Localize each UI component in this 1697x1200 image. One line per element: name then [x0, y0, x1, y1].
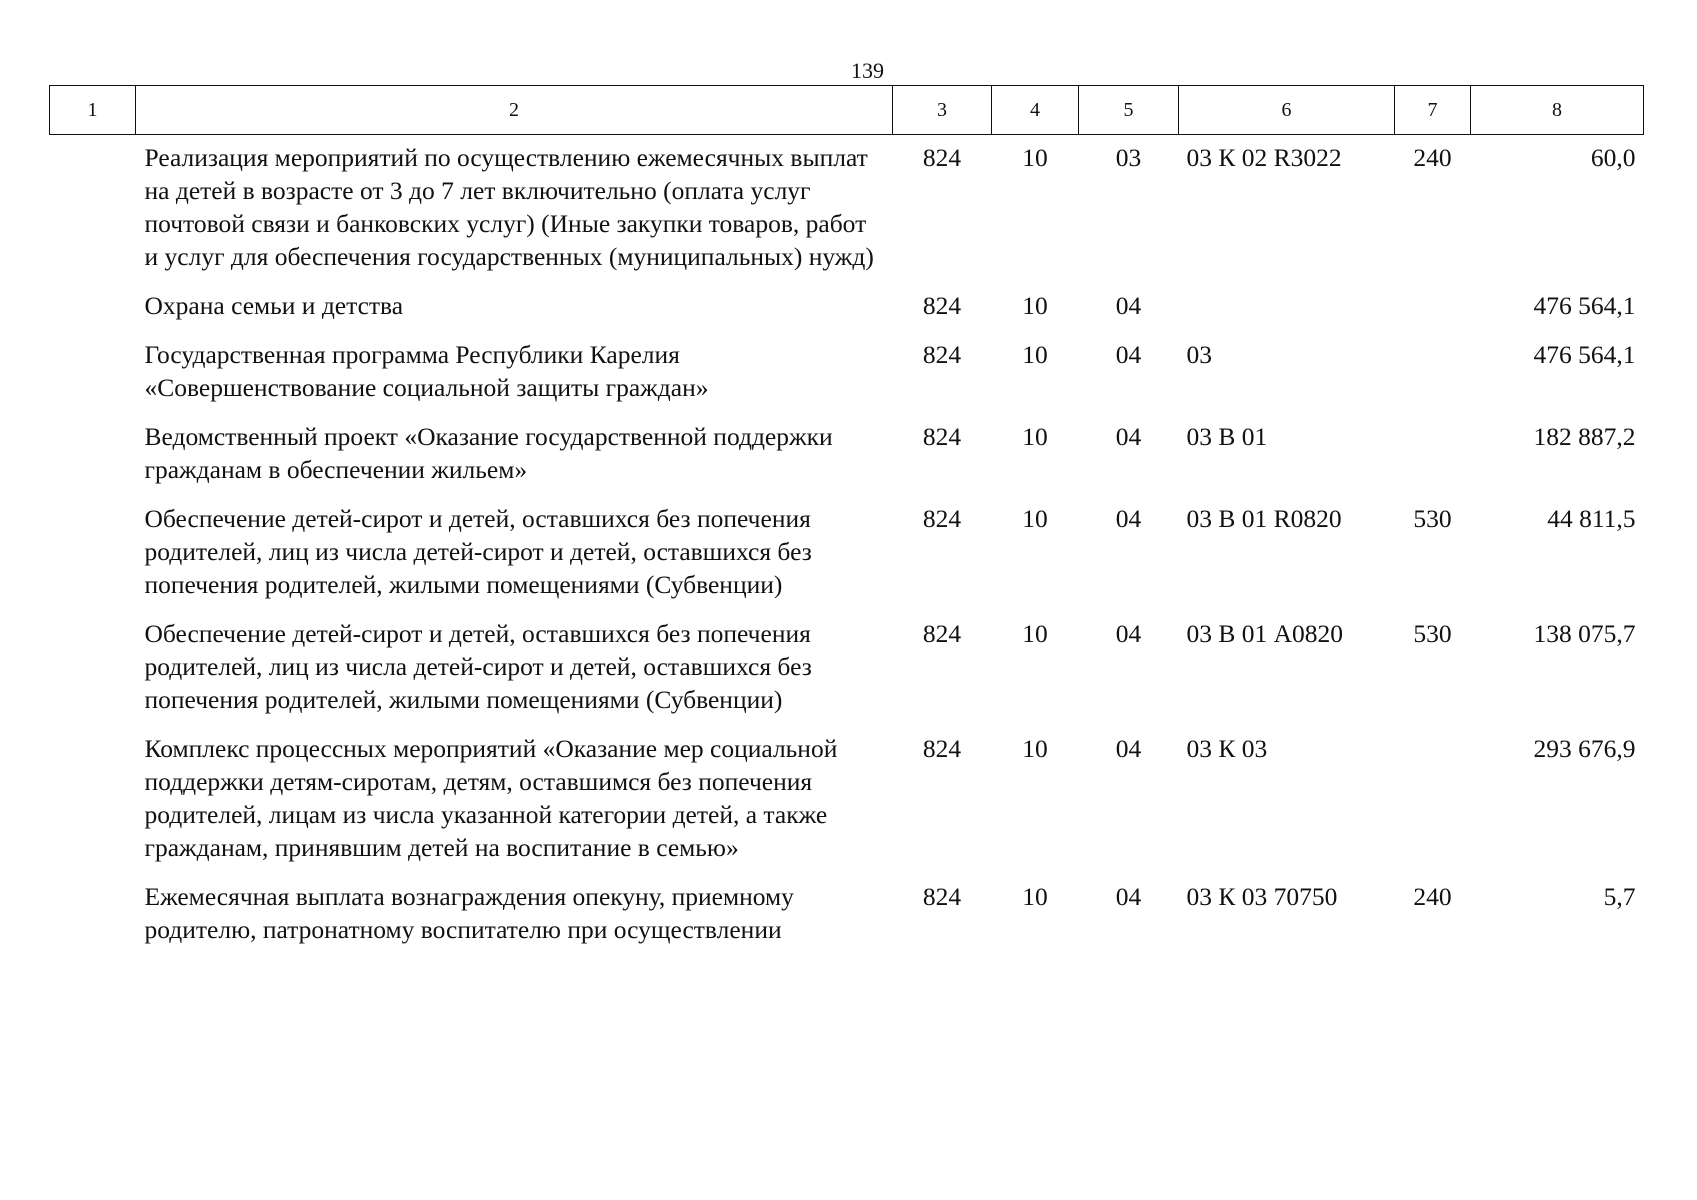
column-header: 2 [136, 86, 893, 135]
table-row [50, 135, 1644, 290]
expense-type-code [1395, 338, 1471, 420]
expense-type-code: 530 [1413, 504, 1452, 533]
expense-type-code [1395, 420, 1471, 502]
ministry-code: 824 [922, 422, 962, 451]
subsection-code: 04 [1115, 504, 1142, 533]
amount: 182 887,2 [1533, 422, 1636, 451]
ministry-code: 824 [922, 882, 962, 911]
row-number-cell [50, 289, 136, 338]
budget-table [49, 85, 1644, 962]
column-header: 8 [1471, 86, 1644, 135]
section-code: 10 [1022, 882, 1048, 911]
target-article-code: 03 В 01 [1186, 422, 1268, 451]
section-code: 10 [1022, 143, 1048, 172]
column-header: 1 [50, 86, 136, 135]
table-row [50, 502, 1644, 617]
subsection-code: 04 [1115, 882, 1142, 911]
target-article-code: 03 В 01 R0820 [1186, 504, 1342, 533]
table-row [50, 420, 1644, 502]
row-number-cell [50, 880, 136, 962]
target-article-code: 03 [1186, 340, 1212, 369]
table-row [50, 338, 1644, 420]
expense-type-code [1395, 289, 1471, 338]
row-description: Ведомственный проект «Оказание государственной поддержки гражданам в обеспечении жильем» [144, 422, 833, 484]
section-code: 10 [1022, 422, 1048, 451]
column-header: 3 [893, 86, 992, 135]
amount: 476 564,1 [1533, 291, 1636, 320]
row-description: Обеспечение детей-сирот и детей, оставшихся без попечения родителей, лиц из числа детей-сирот и детей, оставшихся без попечения родителей, жилыми помещениями (Субвенции) [144, 504, 812, 599]
amount: 44 811,5 [1547, 504, 1636, 533]
expense-type-code: 240 [1413, 882, 1452, 911]
subsection-code: 04 [1115, 340, 1142, 369]
row-description: Охрана семьи и детства [144, 291, 404, 320]
amount: 476 564,1 [1533, 340, 1636, 369]
row-description: Государственная программа Республики Карелия «Совершенствование социальной защиты граждан» [144, 340, 709, 402]
target-article-code: 03 К 03 70750 [1186, 882, 1338, 911]
row-description: Ежемесячная выплата вознаграждения опекуну, приемному родителю, патронатному воспитателю при осуществлении [144, 882, 794, 944]
column-header: 5 [1079, 86, 1179, 135]
target-article-code: 03 К 03 [1186, 734, 1268, 763]
column-number-header-row [50, 86, 1644, 135]
section-code: 10 [1022, 734, 1048, 763]
row-description: Комплекс процессных мероприятий «Оказание мер социальной поддержки детям-сиротам, детям, оставшимся без попечения родителей, лицам из числа указанной категории детей, а также гражданам, принявшим детей на воспитание в семью» [144, 734, 838, 862]
table-row [50, 617, 1644, 732]
amount: 5,7 [1603, 882, 1636, 911]
row-number-cell [50, 617, 136, 732]
column-header: 7 [1395, 86, 1471, 135]
section-code: 10 [1022, 504, 1048, 533]
section-code: 10 [1022, 619, 1048, 648]
subsection-code: 04 [1115, 734, 1142, 763]
row-number-cell [50, 732, 136, 880]
column-header: 6 [1179, 86, 1395, 135]
ministry-code: 824 [922, 143, 962, 172]
row-description: Обеспечение детей-сирот и детей, оставшихся без попечения родителей, лиц из числа детей-сирот и детей, оставшихся без попечения родителей, жилыми помещениями (Субвенции) [144, 619, 812, 714]
row-number-cell [50, 338, 136, 420]
section-code: 10 [1022, 291, 1048, 320]
section-code: 10 [1022, 340, 1048, 369]
ministry-code: 824 [922, 340, 962, 369]
row-number-cell [50, 502, 136, 617]
subsection-code: 03 [1115, 143, 1142, 172]
subsection-code: 04 [1115, 619, 1142, 648]
ministry-code: 824 [922, 504, 962, 533]
amount: 138 075,7 [1533, 619, 1636, 648]
table-row [50, 289, 1644, 338]
table-row [50, 880, 1644, 962]
ministry-code: 824 [922, 734, 962, 763]
row-number-cell [50, 135, 136, 290]
amount: 293 676,9 [1533, 734, 1636, 763]
ministry-code: 824 [922, 619, 962, 648]
row-description: Реализация мероприятий по осуществлению ежемесячных выплат на детей в возрасте от 3 до 7 лет включительно (оплата услуг почтовой связи и банковских услуг) (Иные закупки товаров, работ и услуг для обеспечения государственных (муниципальных) нужд) [144, 143, 874, 271]
ministry-code: 824 [922, 291, 962, 320]
subsection-code: 04 [1115, 422, 1142, 451]
target-article-code [1179, 289, 1395, 338]
subsection-code: 04 [1115, 291, 1142, 320]
page-number: 139 [851, 58, 884, 83]
expense-type-code: 240 [1413, 143, 1452, 172]
column-header: 4 [992, 86, 1079, 135]
amount: 60,0 [1590, 143, 1636, 172]
expense-type-code [1395, 732, 1471, 880]
row-number-cell [50, 420, 136, 502]
target-article-code: 03 К 02 R3022 [1186, 143, 1342, 172]
target-article-code: 03 В 01 А0820 [1186, 619, 1344, 648]
table-row [50, 732, 1644, 880]
expense-type-code: 530 [1413, 619, 1452, 648]
